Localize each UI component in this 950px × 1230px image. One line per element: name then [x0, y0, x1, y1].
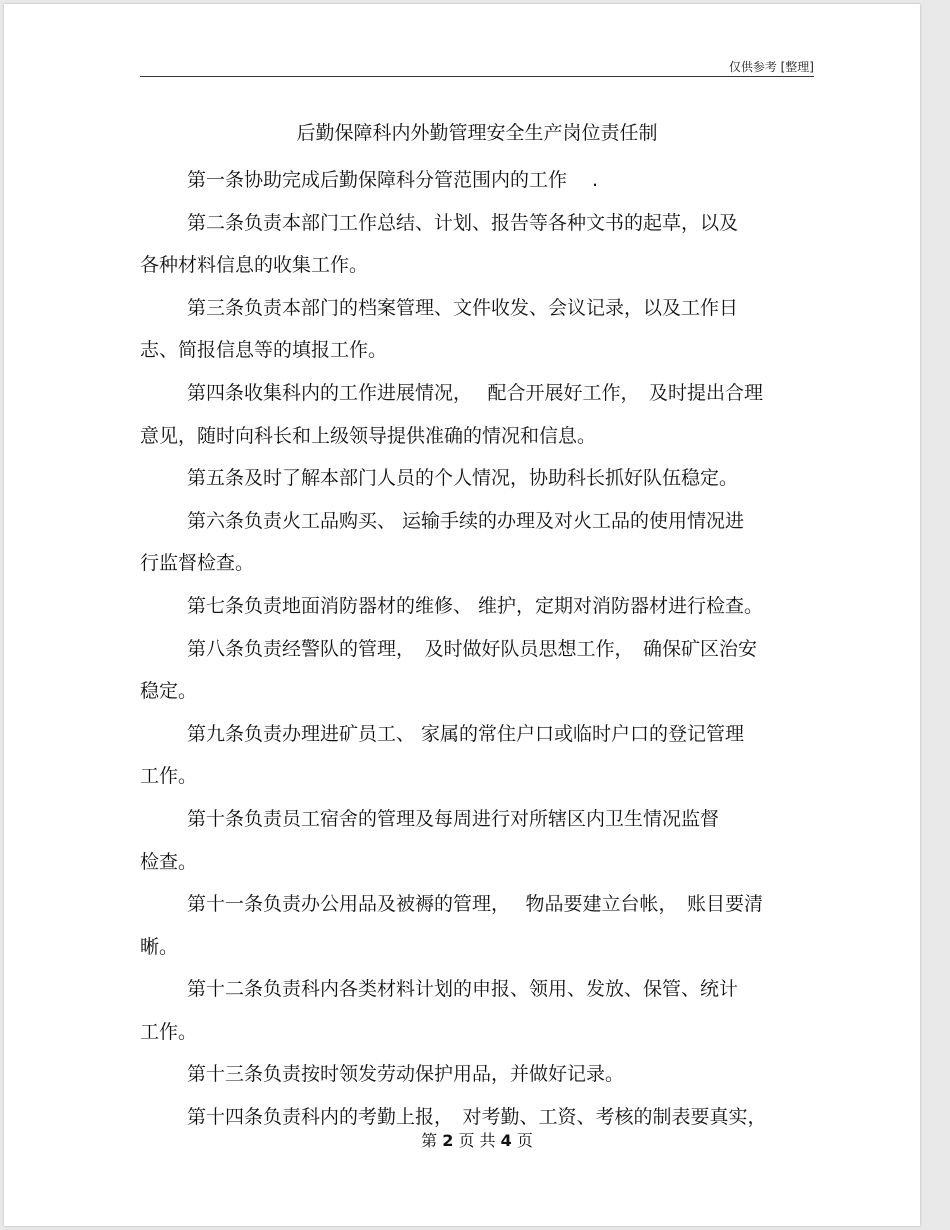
- footer-suffix: 页: [516, 1131, 533, 1150]
- text-line: 稳定。: [140, 680, 198, 703]
- current-page-number: 2: [442, 1131, 454, 1150]
- text-line: 第八条负责经警队的管理， 及时做好队员思想工作， 确保矿区治安: [187, 637, 758, 660]
- total-page-number: 4: [500, 1131, 512, 1150]
- text-line: 第二条负责本部门工作总结、计划、报告等各种文书的起草，以及: [187, 211, 739, 234]
- text-line: 检查。: [140, 850, 198, 873]
- text-line: 工作。: [140, 1020, 198, 1043]
- text-line: 第十条负责员工宿舍的管理及每周进行对所辖区内卫生情况监督: [187, 807, 720, 830]
- text-line: 第十二条负责科内各类材料计划的申报、领用、发放、保管、统计: [187, 978, 739, 1001]
- text-line: 晰。: [140, 935, 179, 958]
- text-line: 志、简报信息等的填报工作。: [140, 339, 388, 362]
- text-line: 第六条负责火工品购买、 运输手续的办理及对火工品的使用情况进: [187, 509, 745, 532]
- footer-prefix: 第: [421, 1131, 438, 1150]
- document-body: [140, 159, 814, 1139]
- document-page: [4, 4, 920, 1226]
- text-line: 工作。: [140, 765, 198, 788]
- text-line: 第十一条负责办公用品及被褥的管理， 物品要建立台帐， 账目要清: [187, 893, 764, 916]
- text-line: 各种材料信息的收集工作。: [140, 254, 369, 277]
- text-line: 第五条及时了解本部门人员的个人情况，协助科长抓好队伍稳定。: [187, 467, 739, 490]
- text-line: 第九条负责办理进矿员工、 家属的常住户口或临时户口的登记管理: [187, 722, 745, 745]
- page-footer: [140, 1128, 814, 1151]
- text-line: 第十三条负责按时领发劳动保护用品，并做好记录。: [187, 1063, 625, 1086]
- text-line: 意见，随时向科长和上级领导提供准确的情况和信息。: [140, 424, 597, 447]
- text-line: 第十四条负责科内的考勤上报， 对考勤、工资、考核的制表要真实，: [187, 1106, 767, 1129]
- page-header: 仅供参考 [整理]: [728, 60, 814, 74]
- header-divider: [140, 76, 814, 77]
- footer-middle: 页 共: [458, 1131, 496, 1150]
- text-line: 第四条收集科内的工作进展情况， 配合开展好工作， 及时提出合理: [187, 381, 764, 404]
- text-line: 行监督检查。: [140, 552, 255, 575]
- text-line: 第三条负责本部门的档案管理、文件收发、会议记录，以及工作日: [187, 296, 739, 319]
- text-line: 第七条负责地面消防器材的维修、 维护，定期对消防器材进行检查。: [187, 594, 764, 617]
- text-line: 第一条协助完成后勤保障科分管范围内的工作 .: [187, 169, 599, 191]
- document-title: 后勤保障科内外勤管理安全生产岗位责任制: [296, 122, 658, 144]
